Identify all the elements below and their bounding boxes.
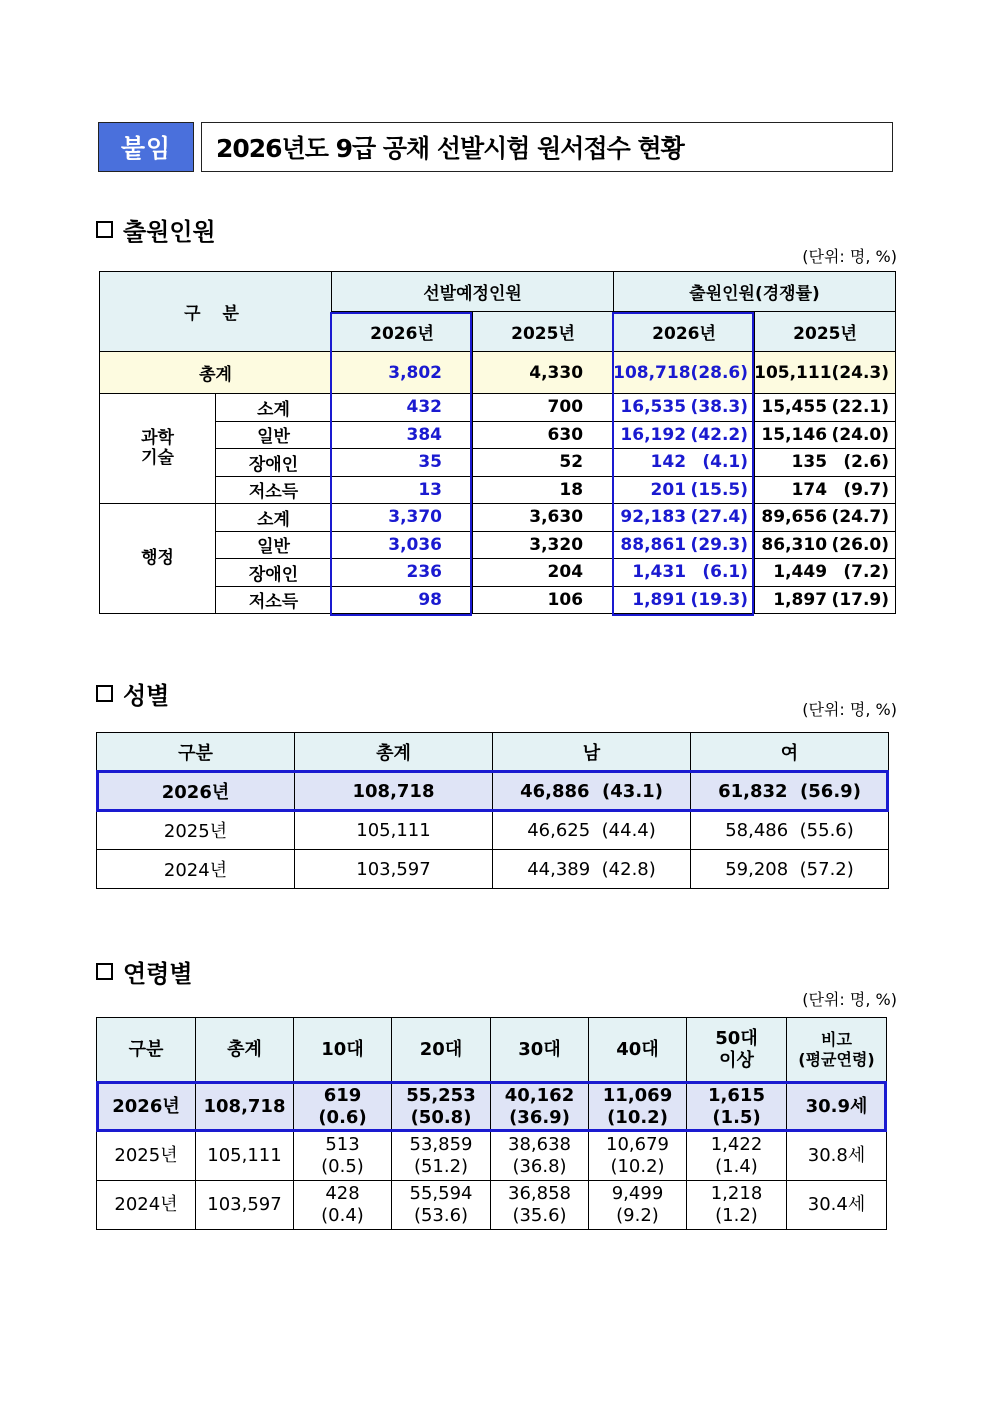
applicants-2026: 1,431 (6.1) <box>614 559 755 587</box>
table-cell <box>787 1083 887 1132</box>
table-row <box>97 1181 887 1230</box>
document-title-bar <box>98 122 893 173</box>
planned-2026: 3,802 <box>332 352 473 394</box>
table-row <box>97 850 889 889</box>
cell-value: 10,679 <box>606 1133 669 1155</box>
applicants-2025: 15,146 (24.0) <box>755 421 896 449</box>
table-cell: 44,389 (42.8) <box>493 850 691 889</box>
total-label: 총계 <box>100 352 332 394</box>
cell-value: 2026년 <box>112 1095 180 1117</box>
cell-value: 105,111 <box>207 1144 282 1166</box>
applicants-2026: 16,535 (38.3) <box>614 394 755 422</box>
applicants-2025: 15,455 (22.1) <box>755 394 896 422</box>
group-label: 과학 기술 <box>100 394 216 504</box>
table-row <box>97 1132 887 1181</box>
cell-value: 55,253 <box>406 1084 476 1106</box>
cell-percent: (51.2) <box>413 1156 469 1177</box>
table-cell: 46,886 (43.1) <box>493 772 691 811</box>
age-table <box>96 1017 887 1230</box>
cell-percent: (0.5) <box>321 1156 364 1177</box>
cell-value: 53,859 <box>409 1133 473 1155</box>
table-row <box>97 1083 887 1132</box>
column-header: 구분 <box>97 1018 196 1083</box>
planned-2025: 18 <box>473 476 614 504</box>
header-applicants-2025: 2025년 <box>755 312 896 352</box>
column-header: 20대 <box>392 1018 491 1083</box>
group-label: 행정 <box>100 504 216 614</box>
table-cell <box>97 1132 196 1181</box>
applicants-2026: 1,891 (19.3) <box>614 586 755 614</box>
table-row <box>100 449 896 477</box>
cell-value: 103,597 <box>207 1193 282 1215</box>
cell-percent: (1.5) <box>712 1107 761 1128</box>
planned-2026: 384 <box>332 421 473 449</box>
header-category: 구 분 <box>100 272 332 352</box>
planned-2025: 106 <box>473 586 614 614</box>
cell-value: 2024년 <box>114 1193 178 1215</box>
applicants-2026: 142 (4.1) <box>614 449 755 477</box>
table-cell <box>392 1083 491 1132</box>
header-applicants-2026: 2026년 <box>614 312 755 352</box>
document-title: 2026년도 9급 공채 선발시험 원서접수 현황 <box>201 122 893 172</box>
subcategory-label: 저소득 <box>216 586 332 614</box>
header-planned-2026: 2026년 <box>332 312 473 352</box>
cell-value: 30.8세 <box>807 1144 866 1166</box>
planned-2026: 236 <box>332 559 473 587</box>
planned-2025: 52 <box>473 449 614 477</box>
table-cell <box>589 1181 687 1230</box>
table-row <box>97 772 889 811</box>
section-heading-age <box>96 954 193 989</box>
section-title: 연령별 <box>123 960 193 988</box>
planned-2025: 3,630 <box>473 504 614 532</box>
applicants-2025: 174 (9.7) <box>755 476 896 504</box>
planned-2026: 98 <box>332 586 473 614</box>
applicants-2026: 16,192 (42.2) <box>614 421 755 449</box>
applicants-2025: 1,897 (17.9) <box>755 586 896 614</box>
cell-value: 40,162 <box>504 1084 575 1106</box>
cell-value: 30.4세 <box>807 1193 866 1215</box>
cell-value: 9,499 <box>611 1182 664 1204</box>
table-cell: 105,111 <box>295 811 493 850</box>
cell-value: 513 <box>325 1133 360 1155</box>
table-cell <box>687 1132 787 1181</box>
cell-value: 36,858 <box>508 1182 571 1204</box>
column-header: 여 <box>691 733 889 772</box>
cell-percent: (1.2) <box>715 1205 758 1226</box>
section-title: 성별 <box>123 682 170 710</box>
cell-percent: (36.9) <box>509 1107 570 1128</box>
table-row <box>100 504 896 532</box>
section-heading-applicants <box>96 212 216 247</box>
planned-2025: 700 <box>473 394 614 422</box>
table-cell <box>787 1181 887 1230</box>
table-row <box>100 421 896 449</box>
column-header: 남 <box>493 733 691 772</box>
table-cell: 103,597 <box>295 850 493 889</box>
header-applicants: 출원인원(경쟁률) <box>614 272 896 312</box>
cell-value: 1,615 <box>708 1084 765 1106</box>
cell-percent: (53.6) <box>413 1205 469 1226</box>
unit-label: (단위: 명, %) <box>802 990 897 1009</box>
cell-value: 428 <box>325 1182 360 1204</box>
planned-2025: 204 <box>473 559 614 587</box>
cell-percent: (9.2) <box>616 1205 659 1226</box>
table-cell: 108,718 <box>295 772 493 811</box>
subcategory-label: 일반 <box>216 531 332 559</box>
subcategory-label: 장애인 <box>216 449 332 477</box>
table-row <box>100 559 896 587</box>
checkbox-icon <box>96 963 113 980</box>
subcategory-label: 장애인 <box>216 559 332 587</box>
table-cell <box>589 1132 687 1181</box>
column-header: 구분 <box>97 733 295 772</box>
column-header: 30대 <box>491 1018 589 1083</box>
table-cell <box>294 1083 392 1132</box>
table-cell <box>491 1181 589 1230</box>
table-cell <box>294 1181 392 1230</box>
subcategory-label: 저소득 <box>216 476 332 504</box>
table-cell <box>196 1181 294 1230</box>
cell-percent: (50.8) <box>410 1107 472 1128</box>
table-row <box>100 586 896 614</box>
header-planned-2025: 2025년 <box>473 312 614 352</box>
unit-label: (단위: 명, %) <box>802 700 897 719</box>
unit-label: (단위: 명, %) <box>802 247 897 266</box>
table-row <box>100 476 896 504</box>
table-cell: 2025년 <box>97 811 295 850</box>
cell-percent: (1.4) <box>715 1156 758 1177</box>
cell-percent: (0.6) <box>318 1107 367 1128</box>
cell-percent: (35.6) <box>512 1205 567 1226</box>
table-cell: 58,486 (55.6) <box>691 811 889 850</box>
planned-2026: 35 <box>332 449 473 477</box>
table-cell: 2024년 <box>97 850 295 889</box>
table-cell <box>491 1132 589 1181</box>
column-header: 비고 (평균연령) <box>787 1018 887 1083</box>
planned-2026: 432 <box>332 394 473 422</box>
applicants-table <box>99 271 896 614</box>
applicants-2025: 105,111 (24.3) <box>755 352 896 394</box>
table-cell <box>787 1132 887 1181</box>
cell-percent: (10.2) <box>607 1107 668 1128</box>
table-row <box>97 811 889 850</box>
subcategory-label: 소계 <box>216 394 332 422</box>
planned-2025: 630 <box>473 421 614 449</box>
applicants-2026: 108,718 (28.6) <box>614 352 755 394</box>
cell-value: 619 <box>323 1084 362 1106</box>
table-row <box>100 531 896 559</box>
table-cell <box>687 1083 787 1132</box>
table-row <box>100 394 896 422</box>
attachment-tag: 붙임 <box>98 122 194 172</box>
cell-percent: (36.8) <box>512 1156 567 1177</box>
planned-2026: 13 <box>332 476 473 504</box>
table-cell: 46,625 (44.4) <box>493 811 691 850</box>
table-cell <box>294 1132 392 1181</box>
section-title: 출원인원 <box>123 218 216 246</box>
column-header: 10대 <box>294 1018 392 1083</box>
planned-2025: 4,330 <box>473 352 614 394</box>
table-cell <box>392 1132 491 1181</box>
gender-table <box>96 732 889 889</box>
cell-value: 55,594 <box>409 1182 473 1204</box>
table-cell <box>97 1083 196 1132</box>
applicants-2025: 135 (2.6) <box>755 449 896 477</box>
planned-2026: 3,036 <box>332 531 473 559</box>
column-header: 총계 <box>295 733 493 772</box>
table-cell <box>589 1083 687 1132</box>
cell-value: 30.9세 <box>805 1095 868 1117</box>
cell-value: 1,218 <box>710 1182 763 1204</box>
subcategory-label: 소계 <box>216 504 332 532</box>
planned-2026: 3,370 <box>332 504 473 532</box>
applicants-2025: 86,310 (26.0) <box>755 531 896 559</box>
table-cell <box>687 1181 787 1230</box>
checkbox-icon <box>96 221 113 238</box>
cell-percent: (10.2) <box>610 1156 665 1177</box>
subcategory-label: 일반 <box>216 421 332 449</box>
table-cell <box>196 1132 294 1181</box>
checkbox-icon <box>96 685 113 702</box>
header-planned: 선발예정인원 <box>332 272 614 312</box>
table-cell <box>97 1181 196 1230</box>
table-cell <box>392 1181 491 1230</box>
cell-value: 108,718 <box>203 1095 286 1117</box>
table-cell: 61,832 (56.9) <box>691 772 889 811</box>
cell-value: 2025년 <box>114 1144 178 1166</box>
table-cell <box>491 1083 589 1132</box>
cell-percent: (0.4) <box>321 1205 364 1226</box>
column-header: 50대 이상 <box>687 1018 787 1083</box>
section-heading-gender <box>96 676 169 711</box>
cell-value: 11,069 <box>602 1084 673 1106</box>
cell-value: 1,422 <box>710 1133 763 1155</box>
applicants-2026: 88,861 (29.3) <box>614 531 755 559</box>
column-header: 40대 <box>589 1018 687 1083</box>
applicants-2025: 1,449 (7.2) <box>755 559 896 587</box>
planned-2025: 3,320 <box>473 531 614 559</box>
applicants-2026: 92,183 (27.4) <box>614 504 755 532</box>
total-row <box>100 352 896 394</box>
cell-value: 38,638 <box>508 1133 571 1155</box>
table-cell: 2026년 <box>97 772 295 811</box>
column-header: 총계 <box>196 1018 294 1083</box>
applicants-2025: 89,656 (24.7) <box>755 504 896 532</box>
applicants-2026: 201 (15.5) <box>614 476 755 504</box>
table-cell: 59,208 (57.2) <box>691 850 889 889</box>
table-cell <box>196 1083 294 1132</box>
